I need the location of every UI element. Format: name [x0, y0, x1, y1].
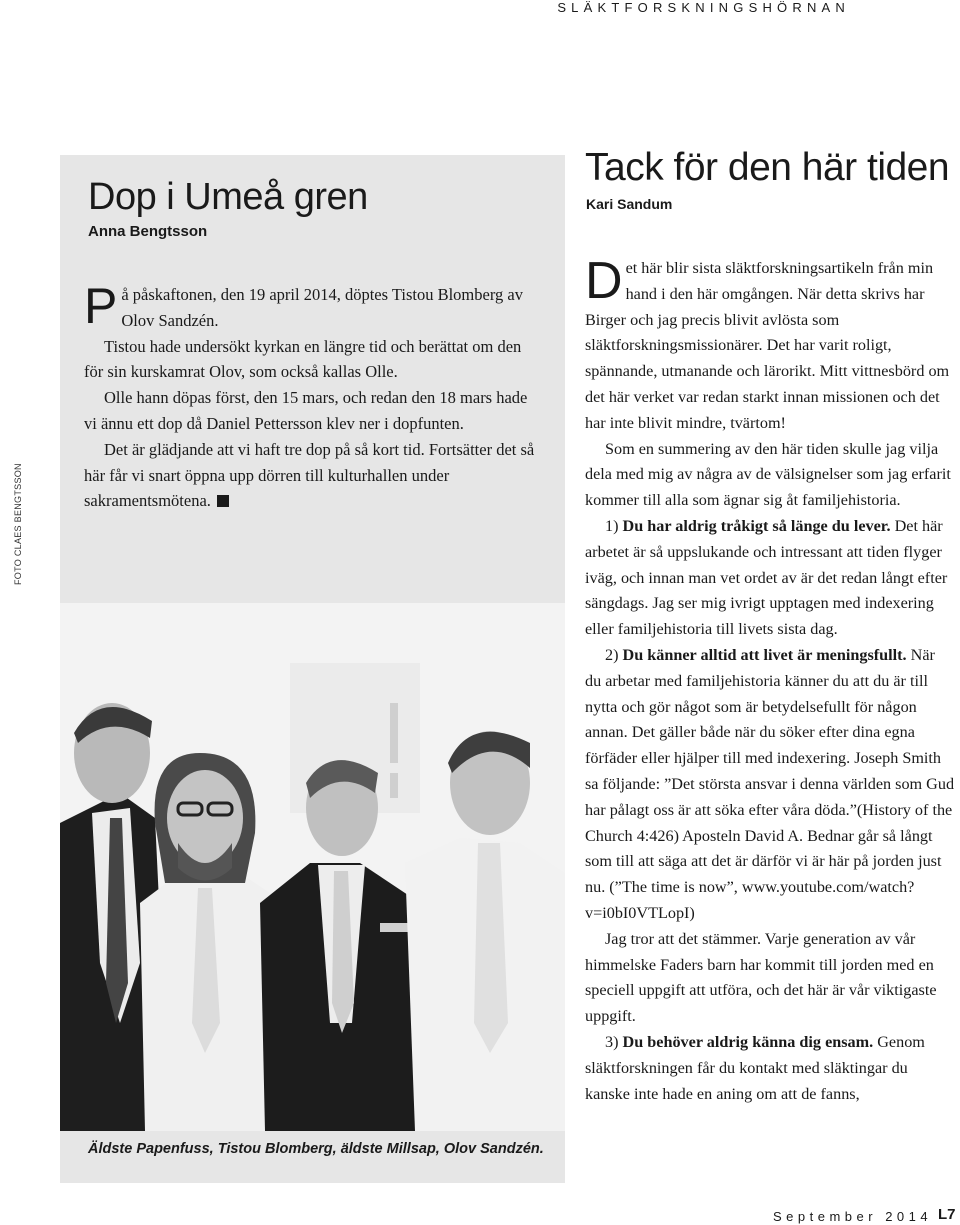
point-2-extra: Jag tror att det stämmer. Varje generation av vår himmelske Faders barn har kommit till jorden med en speciell uppgift att utföra, och det här är vår viktigaste uppgift.	[585, 929, 937, 1026]
left-paragraph-2: Tistou hade undersökt kyrkan en längre tid och berättat om den för sin kurskamrat Olov, som också kallas Olle.	[84, 336, 522, 382]
left-paragraph-4: Det är glädjande att vi haft tre dop på så kort tid. Fortsätter det så här får vi snart öppna upp dörren till kulturhallen under sakramentsmötena.	[84, 439, 535, 511]
right-drop-cap: D	[585, 252, 623, 310]
point-3-heading: Du behöver aldrig känna dig ensam.	[622, 1032, 874, 1051]
point-2: 2) Du känner alltid att livet är meningsfullt. När du arbetar med familjehistoria känner du att du är till nytta och gör något som är betydelsefullt för någon annan. Det gäller både när du söker efter dina egna förfäder eller hjälper till med indexering. Joseph Smith sa följande: ”Det största ansvar i denna världen som Gud har pålagt oss är att söka efter våra döda.”(History of the Church 4:426) Aposteln David A. Bednar går så långt som till att säga att det är därför vi är här på jorden just nu. (”The time is now”, www.youtube.com/watch?v=i0bI0VTLopI)	[585, 645, 955, 922]
left-article-body	[84, 278, 544, 514]
left-paragraph-1: På påskaftonen, den 19 april 2014, döptes Tistou Blomberg av Olov Sandzén.	[84, 278, 523, 334]
point-2-heading: Du känner alltid att livet är meningsfullt.	[622, 645, 907, 664]
right-article-body	[585, 252, 955, 1107]
left-paragraph-3: Olle hann döpas först, den 15 mars, och redan den 18 mars hade vi ännu ett dop då Daniel Pettersson klev ner i dopfunten.	[84, 388, 528, 433]
group-photo-illustration	[60, 603, 565, 1131]
left-drop-cap: P	[84, 278, 118, 334]
end-mark-icon	[217, 495, 229, 507]
right-paragraph-intro: Det här blir sista släktforskningsartikeln från min hand i den här omgången. När detta skrivs har Birger och jag precis blivit avlösta som släktforskningsmissionärer. Det har varit roligt, spännande, utmanande och lärorikt. Mitt vittnesbörd om det här verket var redan starkt innan missionen och det har inte blivit mindre, tvärtom!	[585, 252, 950, 432]
point-1: 1) Du har aldrig tråkigt så länge du lever. Det här arbetet är så uppslukande och intressant att tiden flyger iväg, och innan man vet ordet av är det redan långt efter sängdags. Jag ser mig ivrigt upptagen med indexering eller familjehistoria till livets sista dag.	[585, 516, 948, 639]
group-photo	[60, 603, 565, 1131]
page-number: L7	[938, 1206, 956, 1223]
point-1-heading: Du har aldrig tråkigt så länge du lever.	[622, 516, 891, 535]
left-article-title: Dop i Umeå gren	[88, 176, 368, 218]
right-article-author: Kari Sandum	[586, 196, 673, 212]
photo-credit: FOTO CLAES BENGTSSON	[13, 463, 23, 585]
point-3: 3) Du behöver aldrig känna dig ensam. Genom släktforskningen får du kontakt med släktingar du kanske inte hade en aning om att de fanns,	[585, 1032, 925, 1103]
photo-caption: Äldste Papenfuss, Tistou Blomberg, äldste Millsap, Olov Sandzén.	[88, 1141, 544, 1157]
right-article-title: Tack för den här tiden	[585, 146, 950, 189]
left-article-author: Anna Bengtsson	[88, 223, 208, 240]
right-paragraph-2: Som en summering av den här tiden skulle jag vilja dela med mig av några av de välsignelser som jag erfarit kommer till alla som ägnar sig åt familjehistoria.	[585, 439, 951, 510]
section-header: SLÄKTFORSKNINGSHÖRNAN	[557, 0, 850, 15]
footer-date: September 2014	[773, 1209, 933, 1224]
